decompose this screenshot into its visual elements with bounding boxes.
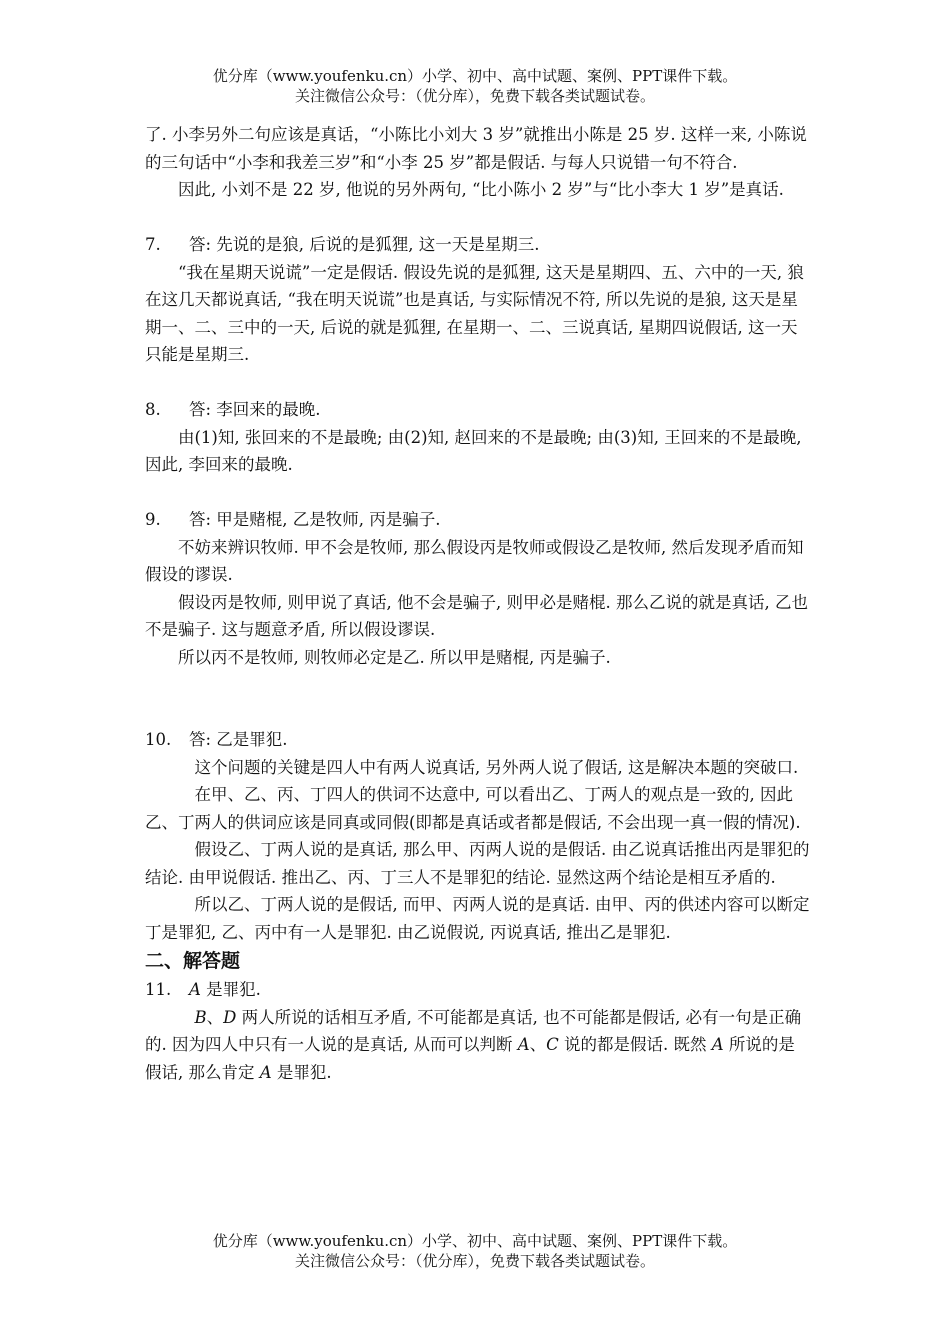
q9-explanation-2: 假设丙是牧师, 则甲说了真话, 他不会是骗子, 则甲必是赌棍. 那么乙说的就是真话, 乙也不是骗子. 这与题意矛盾, 所以假设谬误. [145, 592, 808, 639]
q10-answer-text: 答: 乙是罪犯. [189, 730, 288, 749]
q11-var-a: A [189, 980, 201, 999]
q8-number: 8. [145, 400, 161, 419]
q11-number: 11. [145, 980, 172, 999]
q9-answer [145, 506, 810, 534]
document-body [145, 121, 810, 1086]
spacer [145, 369, 810, 397]
q10-explanation-1: 这个问题的关键是四人中有两人说真话, 另外两人说了假话, 这是解决本题的突破口. [194, 757, 799, 777]
q9-explanation-3: 所以丙不是牧师, 则牧师必定是乙. 所以甲是赌棍, 丙是骗子. [178, 647, 611, 667]
q10-answer [145, 726, 810, 754]
section-2-title: 二、解答题 [145, 950, 241, 972]
q9-answer-text: 答: 甲是赌棍, 乙是牧师, 丙是骗子. [189, 510, 441, 529]
q10-explanation-4: 所以乙、丁两人说的是假话, 而甲、丙两人说的是真话. 由甲、丙的供述内容可以断定丁是罪犯, 乙、丙中有一人是罪犯. 由乙说假说, 丙说真话, 推出乙是罪犯. [145, 895, 810, 942]
q10-explanation-2: 在甲、乙、丙、丁四人的供词不达意中, 可以看出乙、丁两人的观点是一致的, 因此乙、丁两人的供词应该是同真或同假(即都是真话或者都是假话, 不会出现一真一假的情况). [145, 785, 801, 832]
q11-explanation [145, 1004, 810, 1087]
q11-var-a: A [517, 1035, 530, 1054]
q8-explanation: 由(1)知, 张回来的不是最晚; 由(2)知, 赵回来的不是最晚; 由(3)知, 王回来的不是最晚, 因此, 李回来的最晚. [145, 427, 802, 474]
q11-var-d: D [223, 1007, 237, 1027]
q11-text-3: 所说的是假话, 那么肯定 [145, 1035, 795, 1082]
q11-sep: 、 [206, 1007, 224, 1027]
continuation-paragraph-2: 因此, 小刘不是 22 岁, 他说的另外两句, “比小陈小 2 岁”与“比小李大 1 岁”是真话. [178, 180, 784, 199]
header-line-1: 优分库（www.youfenku.cn）小学、初中、高中试题、案例、PPT课件下载。 [212, 67, 738, 85]
q11-text-2: 说的都是假话. 既然 [558, 1035, 712, 1054]
q7-answer-text: 答: 先说的是狼, 后说的是狐狸, 这一天是星期三. [189, 235, 540, 254]
q11-text-1: 两人所说的话相互矛盾, 不可能都是真话, 也不可能都是假话, 必有一句是正确的. 因为四人中只有一人说的是真话, 从而可以判断 [145, 1007, 802, 1054]
q11-text-4: 是罪犯. [271, 1062, 332, 1082]
spacer [145, 479, 810, 507]
footer-line-1: 优分库（www.youfenku.cn）小学、初中、高中试题、案例、PPT课件下载。 [212, 1232, 738, 1250]
q11-var-a: A [259, 1062, 272, 1082]
q11-var-a: A [711, 1035, 724, 1054]
q11-sep: 、 [529, 1035, 547, 1054]
q11-answer-text: 是罪犯. [200, 980, 261, 999]
q8-answer [145, 396, 810, 424]
spacer [145, 204, 810, 232]
spacer [145, 671, 810, 726]
footer-line-2: 关注微信公众号：（优分库），免费下载各类试题试卷。 [294, 1252, 655, 1270]
q11-var-c: C [546, 1035, 559, 1054]
page-footer [0, 1231, 950, 1271]
q11-answer [145, 976, 810, 1004]
q11-var-b: B [194, 1007, 207, 1027]
header-line-2: 关注微信公众号：（优分库），免费下载各类试题试卷。 [294, 87, 655, 105]
page-header [0, 66, 950, 106]
q10-number: 10. [145, 730, 172, 749]
q8-answer-text: 答: 李回来的最晚. [189, 400, 321, 419]
q10-explanation-3: 假设乙、丁两人说的是真话, 那么甲、丙两人说的是假话. 由乙说真话推出丙是罪犯的结论. 由甲说假话. 推出乙、丙、丁三人不是罪犯的结论. 显然这两个结论是相互矛盾的. [145, 840, 810, 887]
q7-number: 7. [145, 235, 161, 254]
q9-explanation-1: 不妨来辨识牧师. 甲不会是牧师, 那么假设丙是牧师或假设乙是牧师, 然后发现矛盾而知假设的谬误. [145, 537, 804, 584]
continuation-paragraph-1: 了. 小李另外二句应该是真话，“小陈比小刘大 3 岁”就推出小陈是 25 岁. 这样一来, 小陈说的三句话中“小李和我差三岁”和“小李 25 岁”都是假话. 与每人只说错一句不符合. [145, 125, 807, 172]
q7-answer [145, 231, 810, 259]
q7-explanation: “我在星期天说谎”一定是假话. 假设先说的是狐狸, 这天是星期四、五、六中的一天, 狼在这几天都说真话, “我在明天说谎”也是真话, 与实际情况不符, 所以先说的是狼, 这天是星期一、二、三中的一天, 后说的就是狐狸, 在星期一、二、三说真话, 星期四说假话, 这一天只能是星期三. [145, 262, 804, 364]
q9-number: 9. [145, 510, 161, 529]
